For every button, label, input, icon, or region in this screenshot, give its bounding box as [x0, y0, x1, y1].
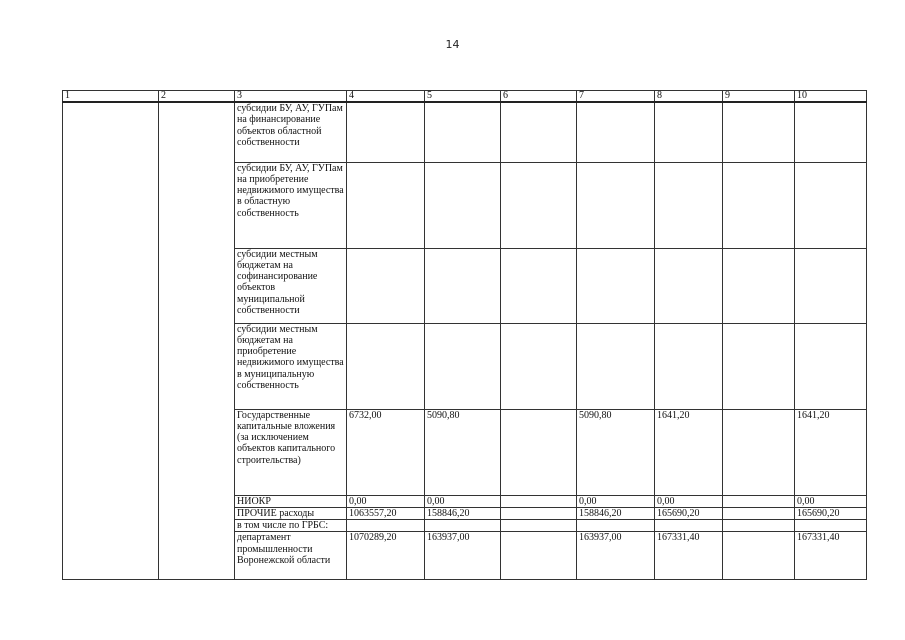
- value-cell: 0,00: [655, 495, 723, 507]
- value-cell: [501, 532, 577, 580]
- value-cell: [723, 520, 795, 532]
- value-cell: [795, 102, 867, 162]
- header-cell: 5: [425, 91, 501, 103]
- value-cell: [577, 323, 655, 409]
- value-cell: [795, 323, 867, 409]
- value-cell: [577, 520, 655, 532]
- value-cell: [425, 323, 501, 409]
- value-cell: 5090,80: [577, 409, 655, 495]
- value-cell: 163937,00: [425, 532, 501, 580]
- value-cell: [501, 162, 577, 248]
- value-cell: [723, 248, 795, 323]
- value-cell: [501, 102, 577, 162]
- value-cell: [347, 102, 425, 162]
- value-cell: [425, 162, 501, 248]
- value-cell: [655, 102, 723, 162]
- header-cell: 7: [577, 91, 655, 103]
- value-cell: [347, 520, 425, 532]
- value-cell: [501, 248, 577, 323]
- row-label: в том числе по ГРБС:: [235, 520, 347, 532]
- value-cell: [723, 495, 795, 507]
- value-cell: 0,00: [795, 495, 867, 507]
- header-cell: 3: [235, 91, 347, 103]
- value-cell: [655, 520, 723, 532]
- value-cell: [347, 323, 425, 409]
- value-cell: [501, 507, 577, 519]
- value-cell: [723, 409, 795, 495]
- row-label: департамент промышленности Воронежской области: [235, 532, 347, 580]
- value-cell: 163937,00: [577, 532, 655, 580]
- empty-cell: [63, 102, 159, 580]
- value-cell: [577, 162, 655, 248]
- value-cell: 0,00: [425, 495, 501, 507]
- header-cell: 9: [723, 91, 795, 103]
- row-label: ПРОЧИЕ расходы: [235, 507, 347, 519]
- value-cell: 1641,20: [655, 409, 723, 495]
- header-cell: 1: [63, 91, 159, 103]
- value-cell: [501, 520, 577, 532]
- row-label: Государственные капитальные вложения (за исключением объектов капитального строительства): [235, 409, 347, 495]
- value-cell: [501, 323, 577, 409]
- value-cell: [577, 102, 655, 162]
- header-cell: 10: [795, 91, 867, 103]
- value-cell: [723, 102, 795, 162]
- header-cell: 2: [159, 91, 235, 103]
- row-label: субсидии местным бюджетам на приобретение недвижимого имущества в муниципальную собственность: [235, 323, 347, 409]
- row-label: субсидии местным бюджетам на софинансирование объектов муниципальной собственности: [235, 248, 347, 323]
- row-label: субсидии БУ, АУ, ГУПам на приобретение недвижимого имущества в областную собственность: [235, 162, 347, 248]
- value-cell: [655, 323, 723, 409]
- value-cell: [655, 162, 723, 248]
- value-cell: 158846,20: [425, 507, 501, 519]
- value-cell: 6732,00: [347, 409, 425, 495]
- budget-table: [62, 90, 867, 580]
- value-cell: 167331,40: [795, 532, 867, 580]
- row-label: НИОКР: [235, 495, 347, 507]
- value-cell: 0,00: [577, 495, 655, 507]
- value-cell: [347, 248, 425, 323]
- value-cell: 1641,20: [795, 409, 867, 495]
- value-cell: 167331,40: [655, 532, 723, 580]
- value-cell: 1063557,20: [347, 507, 425, 519]
- value-cell: [425, 520, 501, 532]
- value-cell: [577, 248, 655, 323]
- page-number: 14: [445, 38, 460, 51]
- value-cell: 165690,20: [655, 507, 723, 519]
- value-cell: [501, 409, 577, 495]
- header-cell: 8: [655, 91, 723, 103]
- value-cell: [425, 102, 501, 162]
- value-cell: [723, 162, 795, 248]
- value-cell: 0,00: [347, 495, 425, 507]
- value-cell: [795, 162, 867, 248]
- value-cell: 5090,80: [425, 409, 501, 495]
- value-cell: 165690,20: [795, 507, 867, 519]
- value-cell: 158846,20: [577, 507, 655, 519]
- value-cell: [425, 248, 501, 323]
- header-row: [63, 91, 867, 103]
- empty-cell: [159, 102, 235, 580]
- value-cell: [795, 248, 867, 323]
- value-cell: [501, 495, 577, 507]
- value-cell: [723, 532, 795, 580]
- row-label: субсидии БУ, АУ, ГУПам на финансирование объектов областной собственности: [235, 102, 347, 162]
- value-cell: [655, 248, 723, 323]
- value-cell: [795, 520, 867, 532]
- header-cell: 4: [347, 91, 425, 103]
- header-cell: 6: [501, 91, 577, 103]
- value-cell: [723, 323, 795, 409]
- value-cell: [347, 162, 425, 248]
- table-row: [63, 102, 867, 162]
- value-cell: [723, 507, 795, 519]
- value-cell: 1070289,20: [347, 532, 425, 580]
